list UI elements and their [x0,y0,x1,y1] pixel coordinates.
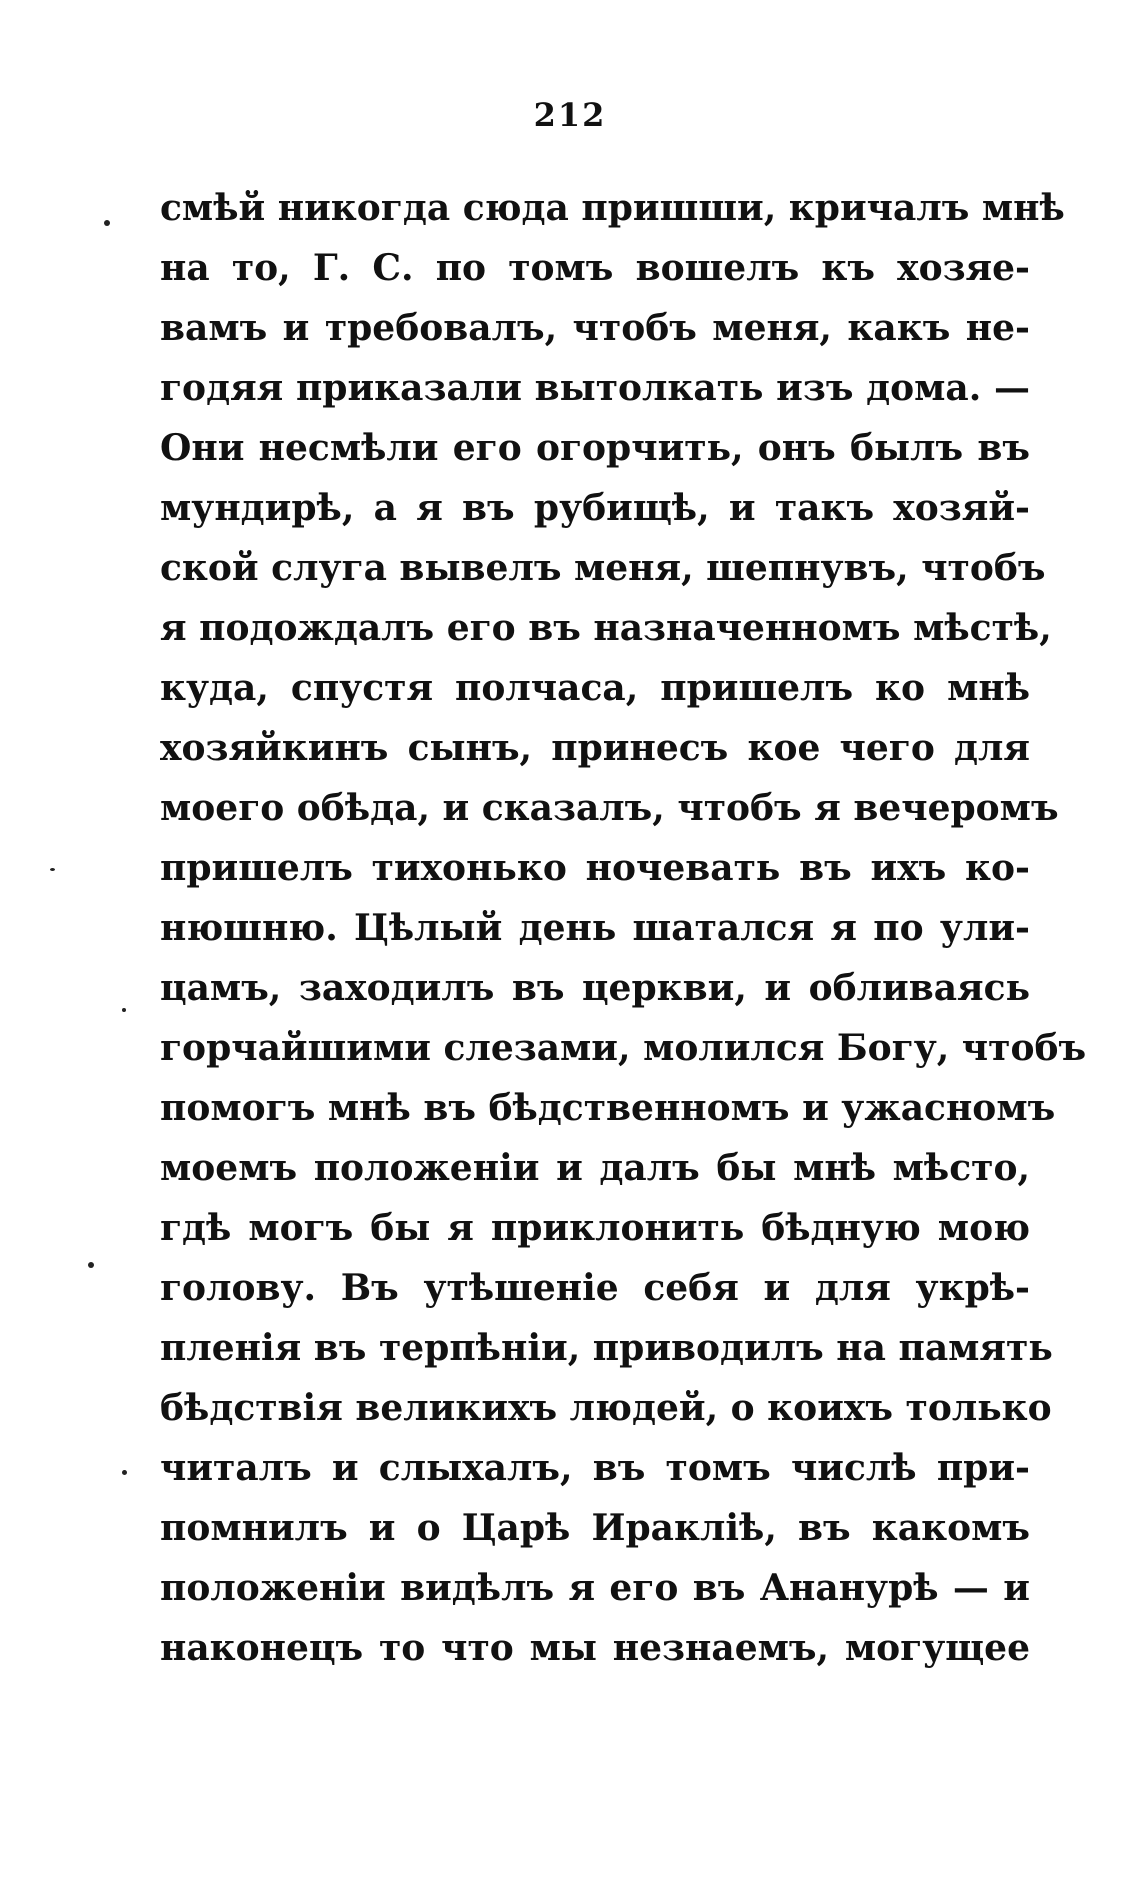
text-line: бѣдствія великихъ людей, о коихъ только [160,1387,1052,1429]
scan-speck [104,220,110,226]
text-line: положеніи видѣлъ я его въ Ананурѣ — и [160,1567,1030,1609]
text-line: ской слуга вывелъ меня, шепнувъ, чтобъ [160,547,1046,589]
text-line: пришелъ тихонько ночевать въ ихъ ко- [160,847,1030,889]
text-line: читалъ и слыхалъ, въ томъ числѣ при- [160,1447,1030,1489]
text-line: вамъ и требовалъ, чтобъ меня, какъ не- [160,307,1030,349]
scan-speck [122,1008,126,1012]
text-line: помогъ мнѣ въ бѣдственномъ и ужасномъ [160,1087,1056,1129]
body-text [160,178,1087,1678]
text-line: моемъ положеніи и далъ бы мнѣ мѣсто, [160,1147,1030,1189]
text-line: смѣй никогда сюда пришши, кричалъ мнѣ [160,187,1065,229]
text-line: хозяйкинъ сынъ, принесъ кое чего для [160,727,1030,769]
text-line: мундирѣ, а я въ рубищѣ, и такъ хозяй- [160,487,1030,529]
text-line: помнилъ и о Царѣ Иракліѣ, въ какомъ [160,1507,1030,1549]
text-line: голову. Въ утѣшеніе себя и для укрѣ- [160,1267,1030,1309]
text-line: годяя приказали вытолкать изъ дома. — [160,367,1030,409]
text-line: гдѣ могъ бы я приклонить бѣдную мою [160,1207,1030,1249]
text-line: моего обѣда, и сказалъ, чтобъ я вечеромъ [160,787,1059,829]
page-number: 212 [533,96,607,134]
text-line: горчайшими слезами, молился Богу, чтобъ [160,1027,1087,1069]
text-line: пленія въ терпѣніи, приводилъ на память [160,1327,1053,1369]
text-line: Они несмѣли его огорчить, онъ былъ въ [160,427,1030,469]
scan-speck [50,868,55,871]
text-line: на то, Г. С. по томъ вошелъ къ хозяе- [160,247,1030,289]
scan-speck [122,1470,127,1475]
scan-speck [88,1262,94,1268]
text-line: цамъ, заходилъ въ церкви, и обливаясь [160,967,1030,1009]
text-line: куда, спустя полчаса, пришелъ ко мнѣ [160,667,1030,709]
text-line: нюшню. Цѣлый день шатался я по ули- [160,907,1030,949]
text-line: наконецъ то что мы незнаемъ, могущее [160,1627,1030,1669]
text-line: я подождалъ его въ назначенномъ мѣстѣ, [160,607,1052,649]
